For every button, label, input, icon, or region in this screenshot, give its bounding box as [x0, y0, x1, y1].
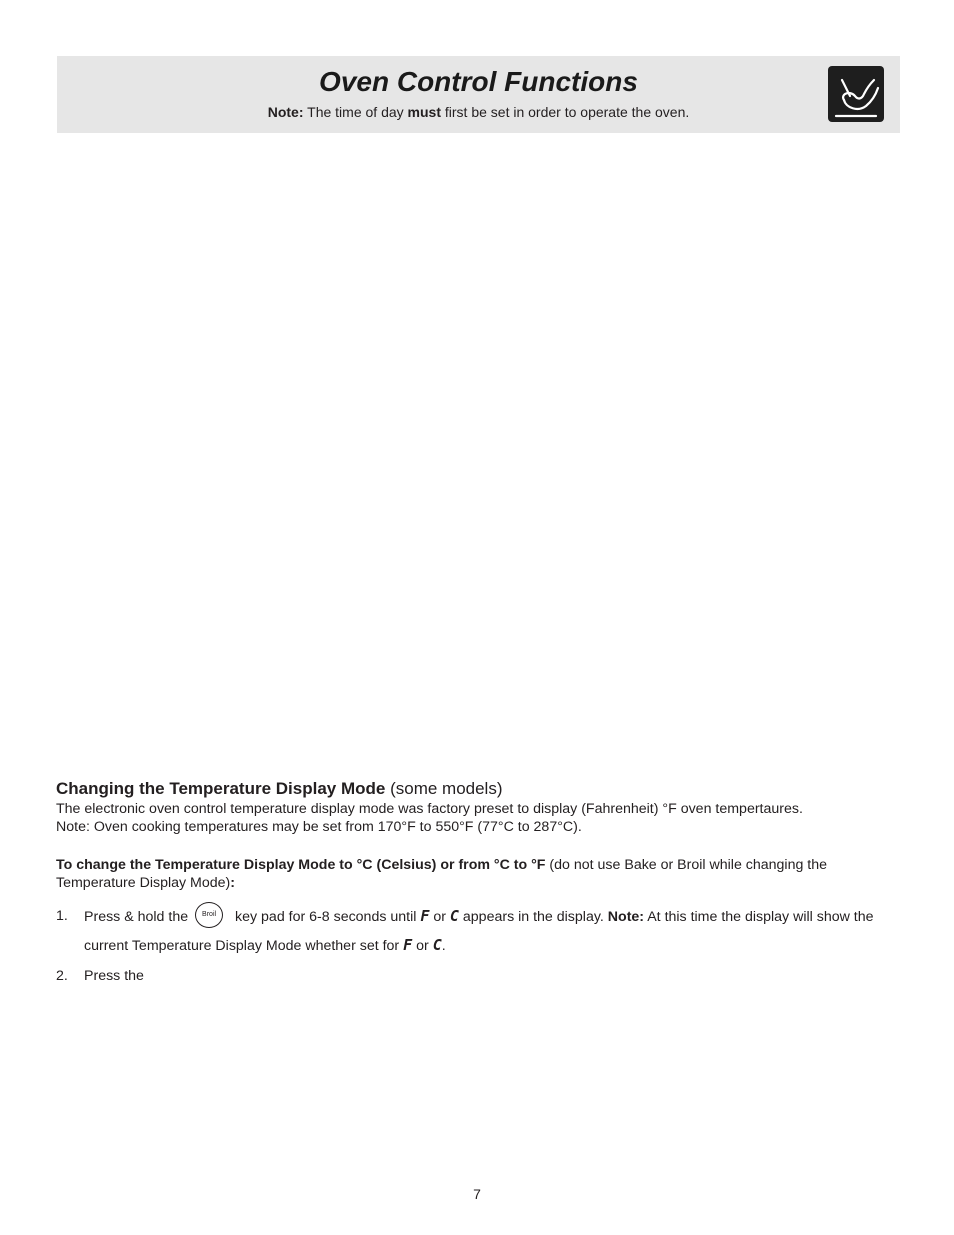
- segment-f-glyph: F: [403, 936, 413, 954]
- header-note-post: first be set in order to operate the oven.: [444, 104, 690, 120]
- step-note-text: At this time the display will show the current Temperature Display Mode whether set for: [84, 909, 874, 954]
- list-item: [56, 962, 896, 990]
- broil-key-icon: Broil: [195, 902, 223, 928]
- header-note-pre: The time of day: [307, 104, 404, 120]
- segment-c-glyph: C: [449, 907, 459, 925]
- step-number: 1.: [56, 908, 68, 924]
- header-note: [57, 104, 900, 120]
- header-note-label: Note:: [267, 104, 304, 120]
- segment-f-glyph: F: [420, 907, 430, 925]
- header-band: [57, 56, 900, 133]
- page-title: Oven Control Functions: [319, 66, 638, 97]
- step-text-post-key: key pad for 6-8 seconds until: [235, 909, 417, 925]
- section-heading-qualifier: (some models): [390, 779, 503, 798]
- intro-line-1: The electronic oven control temperature display mode was factory preset to display (Fahrenheit) °F oven tempertaures.: [56, 801, 803, 817]
- step-or-word: or: [433, 909, 446, 925]
- instruction-bold: To change the Temperature Display Mode to °C (Celsius) or from °C to °F: [56, 857, 546, 873]
- header-note-emphasis: must: [407, 104, 441, 120]
- step-or-word: or: [416, 938, 429, 954]
- instruction-colon: :: [230, 875, 235, 891]
- step-text-pre-key: Press & hold the: [84, 909, 189, 925]
- step-end: .: [441, 938, 446, 954]
- step-text-post-seg: appears in the display.: [462, 909, 604, 925]
- page-number: 7: [473, 1186, 481, 1202]
- list-item: [56, 902, 896, 960]
- steps-list: [56, 902, 896, 990]
- hand-pointer-icon: [828, 66, 884, 122]
- intro-line-2: Note: Oven cooking temperatures may be set from 170°F to 550°F (77°C to 287°C).: [56, 819, 582, 835]
- segment-c-glyph: C: [432, 936, 442, 954]
- section-heading-bold: Changing the Temperature Display Mode: [56, 779, 386, 798]
- instruction-normal: (do not use Bake or Broil while changing the Temperature Display Mode): [56, 857, 828, 891]
- section-heading: [56, 778, 896, 800]
- step-text: Press the: [84, 968, 144, 984]
- instruction-paragraph: [56, 856, 896, 892]
- temperature-display-section: [56, 778, 896, 990]
- step-number: 2.: [56, 968, 68, 984]
- step-note-label: Note:: [607, 909, 645, 925]
